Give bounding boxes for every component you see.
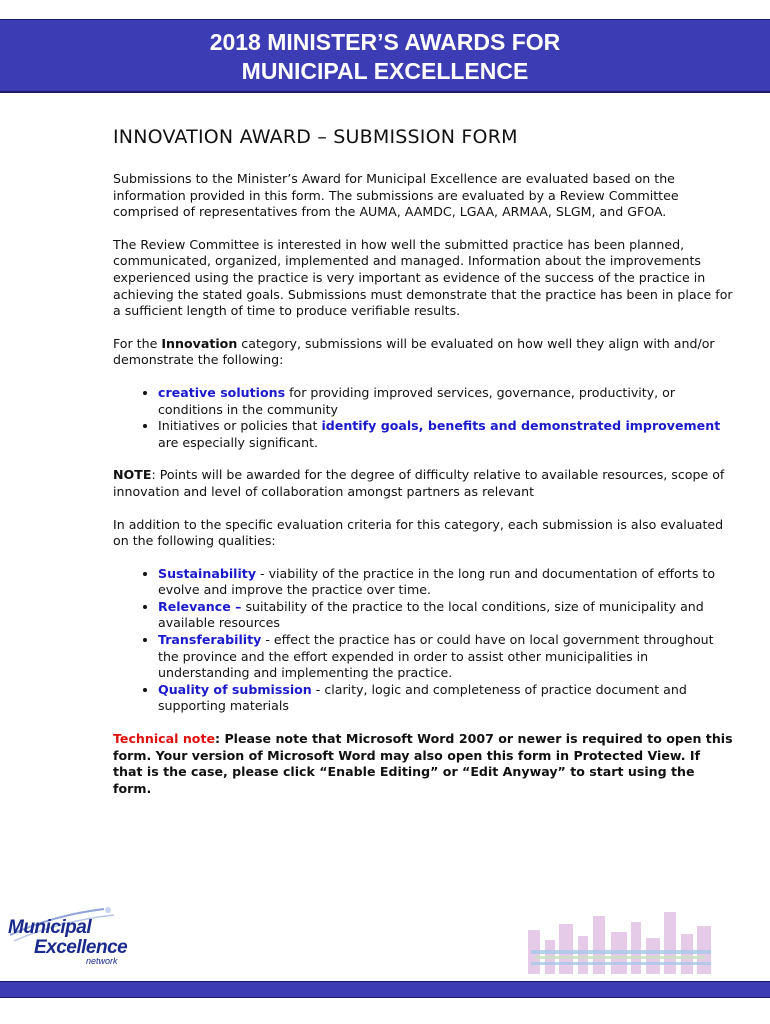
logo-line2: Excellence (34, 937, 128, 958)
quality-text: - viability of the practice in the long run and documentation of efforts to evolve and improve the practice over time. (158, 565, 716, 598)
form-body (113, 125, 733, 813)
criteria-list (113, 385, 733, 451)
intro-paragraph: Submissions to the Minister’s Award for Municipal Excellence are evaluated based on the information provided in this form. The submissions are evaluated by a Review Committee comprised of representatives from the AUMA, AAMDC, LGAA, ARMAA, SLGM, and GFOA. (113, 171, 679, 220)
list-item (158, 385, 733, 418)
quality-highlight: Transferability (158, 632, 262, 648)
city-skyline-image (523, 910, 723, 974)
header-title-line1: 2018 MINISTER’S AWARDS FOR (209, 29, 561, 55)
category-paragraph (113, 336, 733, 369)
category-name: Innovation (161, 335, 238, 351)
note-text: : Points will be awarded for the degree of difficulty relative to available resources, scope of innovation and level of collaboration amongst partners as relevant (113, 467, 725, 499)
criteria-highlight: creative solutions (158, 384, 286, 400)
form-title: INNOVATION AWARD – SUBMISSION FORM (113, 126, 518, 148)
review-paragraph: The Review Committee is interested in how well the submitted practice has been planned, communicated, organized, implemented and managed. Information about the improvements experienced using the practice is very important as evidence of the success of the practice in achieving the stated goals. Submissions must demonstrate that the practice has been in place for a sufficient length of time to produce verifiable results. (113, 236, 733, 319)
quality-highlight: Quality of submission (158, 681, 312, 697)
quality-highlight: Sustainability (158, 565, 257, 581)
qualities-list (113, 566, 733, 715)
note-paragraph (113, 467, 733, 500)
category-suffix: category, submissions will be evaluated on how well they align with and/or demonstrate the following: (113, 335, 715, 368)
list-item (158, 566, 733, 599)
technical-note-text: : Please note that Microsoft Word 2007 or newer is required to open this form. Your version of Microsoft Word may also open this form in Protected View. If that is the case, please click “Enable Editing” or “Edit Anyway” to start using the form. (113, 731, 733, 796)
list-item (158, 599, 733, 632)
municipal-excellence-logo (4, 905, 129, 971)
quality-text: suitability of the practice to the local conditions, size of municipality and available resources (158, 598, 704, 631)
logo-line3: network (86, 956, 118, 966)
criteria-lead: Initiatives or policies that (158, 418, 322, 434)
technical-note-label: Technical note (113, 731, 216, 747)
quality-highlight: Relevance – (158, 598, 242, 614)
list-item (158, 682, 733, 715)
criteria-text: for providing improved services, governance, productivity, or conditions in the community (158, 384, 676, 417)
header-title-line2: MUNICIPAL EXCELLENCE (241, 58, 529, 84)
category-prefix: For the (113, 335, 162, 351)
header-banner (0, 19, 770, 93)
note-label: NOTE (113, 467, 152, 483)
quality-text: - clarity, logic and completeness of practice document and supporting materials (158, 681, 687, 714)
technical-note-paragraph (113, 731, 733, 797)
list-item (158, 632, 733, 682)
criteria-text: are especially significant. (158, 434, 319, 450)
quality-text: - effect the practice has or could have on local government throughout the province and the effort expended in order to assist other municipalities in understanding and implementing the practice. (158, 632, 714, 681)
footer-bar (0, 981, 770, 998)
list-item (158, 418, 733, 451)
criteria-highlight: identify goals, benefits and demonstrated improvement (321, 418, 721, 434)
qualities-intro: In addition to the specific evaluation criteria for this category, each submission is also evaluated on the following qualities: (113, 516, 724, 549)
logo-line1: Municipal (8, 917, 92, 938)
